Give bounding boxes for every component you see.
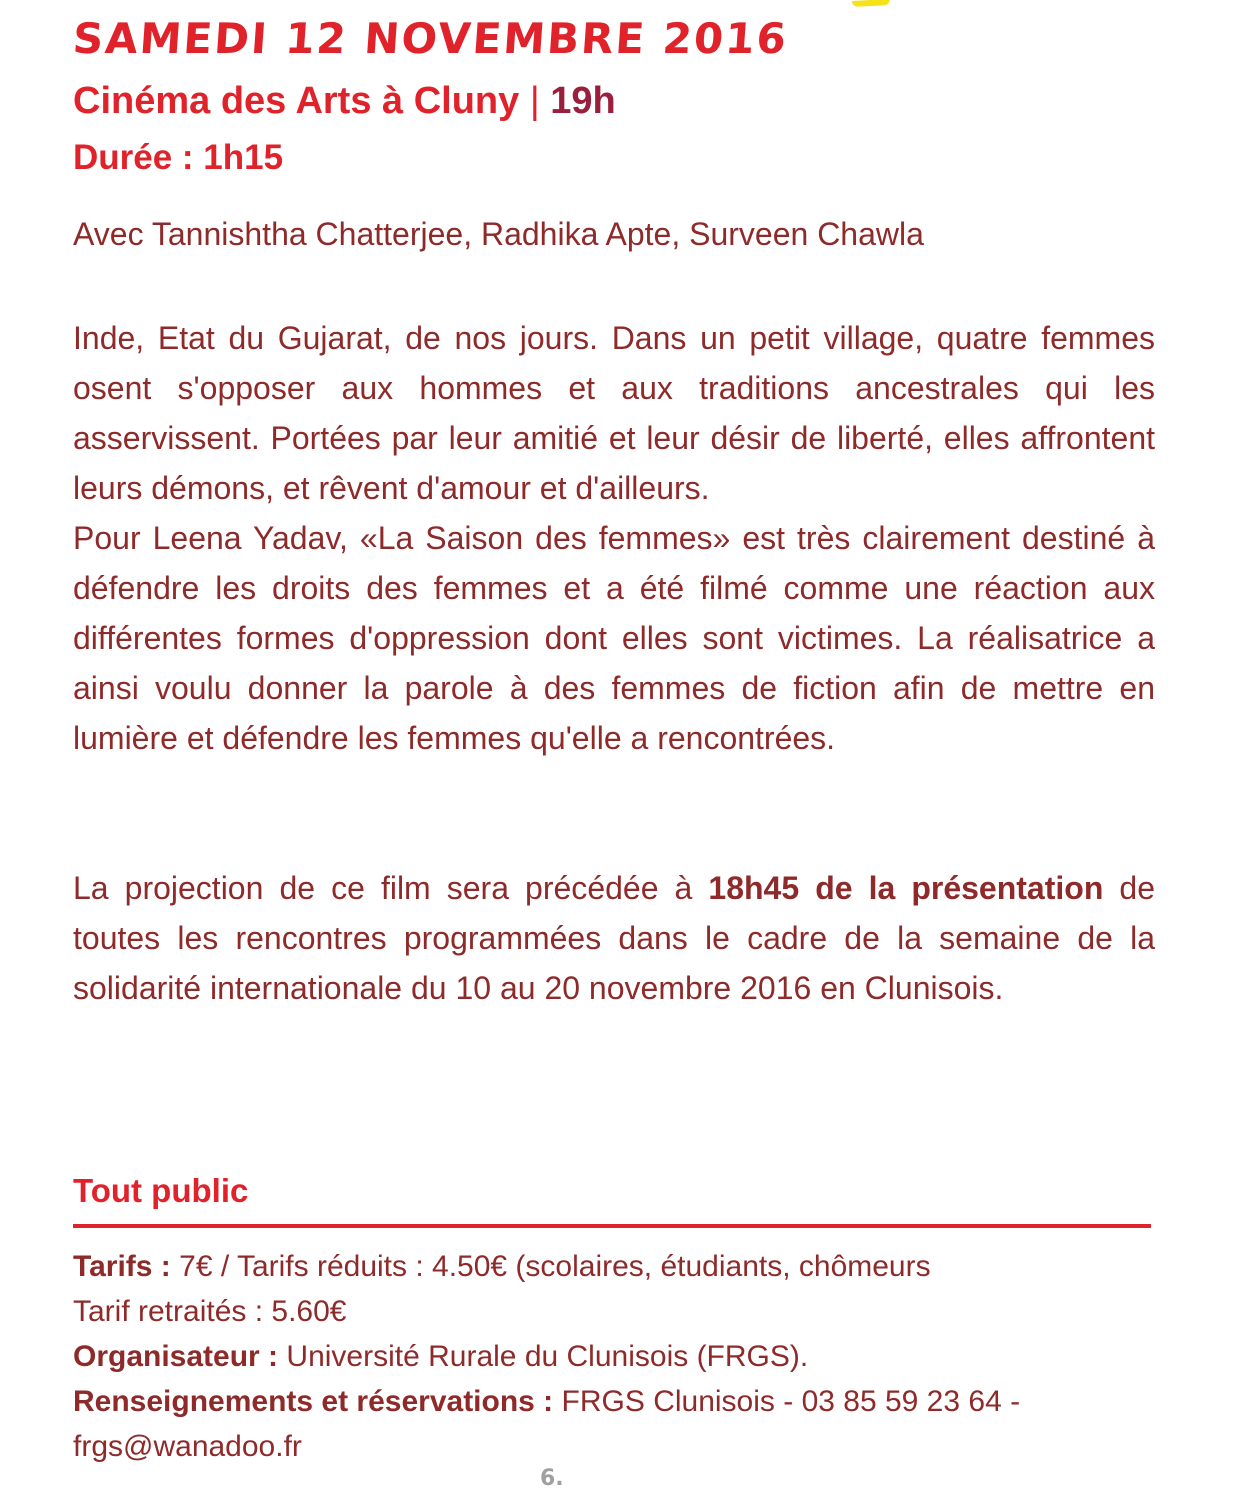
synopsis-paragraph-2: Pour Leena Yadav, «La Saison des femmes» est très clairement destiné à défendre les droits des femmes et a été filmé comme une réaction aux différentes formes d'oppression dont elles sont victimes. La réalisatrice a ainsi voulu donner la parole à des femmes de fiction afin de mettre en lumière et défendre les femmes qu'elle a rencontrées.: [73, 520, 1155, 756]
projection-highlight: 18h45 de la présentation: [708, 870, 1104, 906]
tarifs-label: Tarifs :: [73, 1250, 171, 1283]
synopsis-paragraph-1: Inde, Etat du Gujarat, de nos jours. Dans un petit village, quatre femmes osent s'opposer aux hommes et aux traditions ancestrales qui les asservissent. Portées par leur amitié et leur désir de liberté, elles affrontent leurs démons, et rêvent d'amour et d'ailleurs.: [73, 320, 1155, 506]
event-date-heading: SAMEDI 12 NOVEMBRE 2016: [71, 14, 790, 63]
renseignements-row: [73, 1379, 1155, 1424]
projection-note: [73, 863, 1155, 1013]
tarifs-row: [73, 1244, 1155, 1289]
renseignements-label: Renseignements et réservations :: [73, 1385, 554, 1418]
audience-heading: Tout public: [73, 1172, 249, 1209]
event-time: 19h: [550, 80, 616, 122]
organisateur-label: Organisateur :: [73, 1340, 279, 1373]
renseignements-value: FRGS Clunisois - 03 85 59 23 64 -: [553, 1385, 1021, 1418]
page-number: 6.: [540, 1466, 564, 1491]
email-link[interactable]: frgs@wanadoo.fr: [73, 1430, 302, 1463]
yellow-decoration-mark: [852, 0, 890, 7]
synopsis: [73, 313, 1155, 763]
cast-line: Avec Tannishtha Chatterjee, Radhika Apte, Surveen Chawla: [73, 216, 924, 252]
practical-info: [73, 1244, 1155, 1469]
section-divider: [73, 1224, 1151, 1228]
organisateur-row: [73, 1334, 1155, 1379]
venue-time-separator: |: [529, 80, 540, 122]
tarif-retraites-row: Tarif retraités : 5.60€: [73, 1295, 347, 1328]
projection-text-after: de toutes les rencontres programmées dans le cadre de la semaine de la solidarité internationale du 10 au 20 novembre 2016 en Clunisois.: [73, 870, 1156, 1006]
venue-name: Cinéma des Arts à Cluny: [73, 80, 520, 122]
organisateur-value: Université Rurale du Clunisois (FRGS).: [278, 1340, 809, 1373]
projection-text-before: La projection de ce film sera précédée à: [73, 870, 709, 906]
event-duration: Durée : 1h15: [73, 138, 284, 177]
venue-time-line: [73, 80, 616, 123]
tarifs-value: 7€ / Tarifs réduits : 4.50€ (scolaires, étudiants, chômeurs: [170, 1250, 931, 1283]
